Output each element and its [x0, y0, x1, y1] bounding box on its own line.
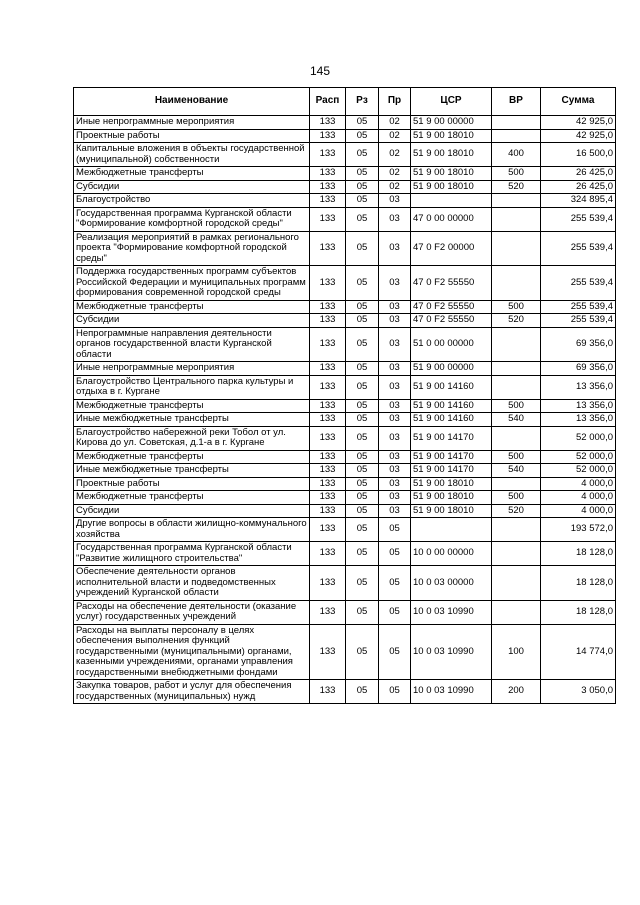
cell-sum: 52 000,0 — [541, 450, 616, 464]
cell-pr: 05 — [379, 680, 411, 704]
cell-sum: 324 895,4 — [541, 194, 616, 208]
cell-name: Иные непрограммные мероприятия — [74, 116, 310, 130]
cell-pr: 03 — [379, 207, 411, 231]
table-body — [74, 116, 616, 704]
cell-name: Межбюджетные трансферты — [74, 491, 310, 505]
cell-pr: 03 — [379, 399, 411, 413]
cell-sum: 16 500,0 — [541, 143, 616, 167]
cell-sum: 4 000,0 — [541, 477, 616, 491]
table-row — [74, 624, 616, 680]
table-row — [74, 464, 616, 478]
cell-sum: 69 356,0 — [541, 362, 616, 376]
cell-rasp: 133 — [310, 266, 346, 301]
cell-rz: 05 — [346, 624, 379, 680]
cell-rz: 05 — [346, 314, 379, 328]
cell-csr: 51 9 00 00000 — [411, 362, 492, 376]
table-row — [74, 116, 616, 130]
cell-rasp: 133 — [310, 116, 346, 130]
cell-vr — [492, 266, 541, 301]
budget-table — [73, 87, 616, 704]
cell-sum: 255 539,4 — [541, 314, 616, 328]
cell-name: Поддержка государственных программ субъектов Российской Федерации и муниципальных программ формирования современной городской среды — [74, 266, 310, 301]
cell-sum: 52 000,0 — [541, 464, 616, 478]
cell-sum: 42 925,0 — [541, 116, 616, 130]
cell-sum: 13 356,0 — [541, 399, 616, 413]
cell-sum: 3 050,0 — [541, 680, 616, 704]
cell-vr: 500 — [492, 399, 541, 413]
cell-rasp: 133 — [310, 450, 346, 464]
cell-name: Расходы на выплаты персоналу в целях обеспечения выполнения функций государственными (муниципальными) органами, казенными учреждениями, органами управления государственными внебюджетными фондами — [74, 624, 310, 680]
cell-vr: 520 — [492, 504, 541, 518]
cell-rasp: 133 — [310, 375, 346, 399]
cell-pr: 03 — [379, 194, 411, 208]
cell-pr: 05 — [379, 624, 411, 680]
cell-sum: 13 356,0 — [541, 413, 616, 427]
cell-vr: 400 — [492, 143, 541, 167]
cell-rz: 05 — [346, 450, 379, 464]
cell-rasp: 133 — [310, 207, 346, 231]
cell-csr: 47 0 F2 00000 — [411, 231, 492, 266]
cell-vr — [492, 518, 541, 542]
cell-rasp: 133 — [310, 194, 346, 208]
cell-name: Благоустройство набережной реки Тобол от ул. Кирова до ул. Советская, д.1-а в г. Кургане — [74, 426, 310, 450]
header-rz: Рз — [346, 88, 379, 116]
cell-vr — [492, 231, 541, 266]
cell-pr: 02 — [379, 129, 411, 143]
cell-sum: 26 425,0 — [541, 180, 616, 194]
cell-name: Благоустройство — [74, 194, 310, 208]
cell-pr: 03 — [379, 464, 411, 478]
cell-csr: 51 9 00 00000 — [411, 116, 492, 130]
cell-rasp: 133 — [310, 143, 346, 167]
cell-sum: 69 356,0 — [541, 327, 616, 362]
table-row — [74, 266, 616, 301]
cell-csr: 10 0 00 00000 — [411, 542, 492, 566]
cell-rasp: 133 — [310, 413, 346, 427]
cell-vr — [492, 566, 541, 601]
table-row — [74, 399, 616, 413]
cell-vr — [492, 327, 541, 362]
table-row — [74, 327, 616, 362]
table-row — [74, 194, 616, 208]
cell-rz: 05 — [346, 566, 379, 601]
cell-csr: 51 9 00 18010 — [411, 180, 492, 194]
cell-sum: 18 128,0 — [541, 542, 616, 566]
cell-vr — [492, 194, 541, 208]
header-sum: Сумма — [541, 88, 616, 116]
cell-rz: 05 — [346, 362, 379, 376]
table-row — [74, 143, 616, 167]
cell-rasp: 133 — [310, 464, 346, 478]
cell-csr: 10 0 03 10990 — [411, 624, 492, 680]
cell-vr — [492, 600, 541, 624]
cell-pr: 03 — [379, 362, 411, 376]
cell-rz: 05 — [346, 600, 379, 624]
cell-csr: 51 0 00 00000 — [411, 327, 492, 362]
header-pr: Пр — [379, 88, 411, 116]
cell-rz: 05 — [346, 542, 379, 566]
cell-pr: 05 — [379, 518, 411, 542]
cell-rasp: 133 — [310, 362, 346, 376]
cell-rasp: 133 — [310, 566, 346, 601]
cell-vr — [492, 116, 541, 130]
cell-rasp: 133 — [310, 477, 346, 491]
cell-pr: 03 — [379, 266, 411, 301]
cell-name: Проектные работы — [74, 129, 310, 143]
cell-rz: 05 — [346, 207, 379, 231]
cell-sum: 13 356,0 — [541, 375, 616, 399]
table-row — [74, 518, 616, 542]
cell-sum: 255 539,4 — [541, 300, 616, 314]
cell-sum: 14 774,0 — [541, 624, 616, 680]
cell-pr: 03 — [379, 375, 411, 399]
cell-csr: 10 0 03 10990 — [411, 600, 492, 624]
cell-vr: 540 — [492, 413, 541, 427]
cell-rz: 05 — [346, 300, 379, 314]
cell-name: Межбюджетные трансферты — [74, 450, 310, 464]
cell-rasp: 133 — [310, 399, 346, 413]
cell-pr: 05 — [379, 542, 411, 566]
cell-csr: 51 9 00 18010 — [411, 491, 492, 505]
cell-rz: 05 — [346, 327, 379, 362]
cell-pr: 05 — [379, 566, 411, 601]
cell-name: Государственная программа Курганской области "Развитие жилищного строительства" — [74, 542, 310, 566]
cell-name: Межбюджетные трансферты — [74, 167, 310, 181]
cell-csr — [411, 518, 492, 542]
cell-rz: 05 — [346, 194, 379, 208]
table-row — [74, 207, 616, 231]
cell-name: Субсидии — [74, 180, 310, 194]
cell-csr: 47 0 00 00000 — [411, 207, 492, 231]
cell-rz: 05 — [346, 413, 379, 427]
table-row — [74, 362, 616, 376]
table-row — [74, 180, 616, 194]
cell-vr: 540 — [492, 464, 541, 478]
cell-vr — [492, 426, 541, 450]
cell-sum: 18 128,0 — [541, 600, 616, 624]
cell-name: Субсидии — [74, 504, 310, 518]
cell-pr: 02 — [379, 143, 411, 167]
cell-sum: 4 000,0 — [541, 491, 616, 505]
table-row — [74, 450, 616, 464]
cell-pr: 02 — [379, 167, 411, 181]
table-row — [74, 491, 616, 505]
cell-vr: 500 — [492, 167, 541, 181]
table-row — [74, 314, 616, 328]
cell-name: Реализация мероприятий в рамках регионального проекта "Формирование комфортной городской среды" — [74, 231, 310, 266]
cell-rasp: 133 — [310, 180, 346, 194]
cell-name: Государственная программа Курганской области "Формирование комфортной городской среды" — [74, 207, 310, 231]
cell-rz: 05 — [346, 129, 379, 143]
cell-rz: 05 — [346, 464, 379, 478]
cell-rz: 05 — [346, 116, 379, 130]
cell-sum: 255 539,4 — [541, 207, 616, 231]
cell-vr: 500 — [492, 491, 541, 505]
table-row — [74, 300, 616, 314]
cell-rasp: 133 — [310, 491, 346, 505]
cell-csr: 51 9 00 14160 — [411, 399, 492, 413]
cell-vr: 520 — [492, 314, 541, 328]
cell-sum: 193 572,0 — [541, 518, 616, 542]
cell-rasp: 133 — [310, 624, 346, 680]
table-row — [74, 129, 616, 143]
cell-vr: 500 — [492, 300, 541, 314]
cell-name: Иные межбюджетные трансферты — [74, 413, 310, 427]
cell-csr: 47 0 F2 55550 — [411, 314, 492, 328]
cell-name: Расходы на обеспечение деятельности (оказание услуг) государственных учреждений — [74, 600, 310, 624]
cell-vr: 500 — [492, 450, 541, 464]
cell-name: Капитальные вложения в объекты государственной (муниципальной) собственности — [74, 143, 310, 167]
cell-rasp: 133 — [310, 504, 346, 518]
cell-name: Иные непрограммные мероприятия — [74, 362, 310, 376]
table-row — [74, 413, 616, 427]
cell-vr — [492, 477, 541, 491]
page-number: 145 — [309, 64, 331, 78]
table-row — [74, 426, 616, 450]
header-vr: ВР — [492, 88, 541, 116]
cell-rz: 05 — [346, 426, 379, 450]
cell-rz: 05 — [346, 477, 379, 491]
table-row — [74, 167, 616, 181]
cell-vr — [492, 542, 541, 566]
cell-rz: 05 — [346, 167, 379, 181]
cell-sum: 255 539,4 — [541, 231, 616, 266]
cell-sum: 52 000,0 — [541, 426, 616, 450]
cell-vr — [492, 362, 541, 376]
cell-pr: 03 — [379, 450, 411, 464]
cell-rasp: 133 — [310, 426, 346, 450]
cell-rz: 05 — [346, 518, 379, 542]
cell-csr: 51 9 00 18010 — [411, 477, 492, 491]
cell-name: Закупка товаров, работ и услуг для обеспечения государственных (муниципальных) нужд — [74, 680, 310, 704]
cell-csr: 47 0 F2 55550 — [411, 266, 492, 301]
cell-csr: 51 9 00 18010 — [411, 504, 492, 518]
table-row — [74, 504, 616, 518]
cell-vr — [492, 375, 541, 399]
cell-pr: 03 — [379, 231, 411, 266]
cell-sum: 18 128,0 — [541, 566, 616, 601]
cell-rasp: 133 — [310, 129, 346, 143]
cell-rasp: 133 — [310, 327, 346, 362]
cell-csr — [411, 194, 492, 208]
cell-csr: 51 9 00 14160 — [411, 413, 492, 427]
cell-rz: 05 — [346, 504, 379, 518]
cell-name: Субсидии — [74, 314, 310, 328]
cell-csr: 47 0 F2 55550 — [411, 300, 492, 314]
cell-rz: 05 — [346, 375, 379, 399]
cell-vr: 520 — [492, 180, 541, 194]
cell-name: Иные межбюджетные трансферты — [74, 464, 310, 478]
cell-csr: 51 9 00 14170 — [411, 464, 492, 478]
cell-sum: 26 425,0 — [541, 167, 616, 181]
header-rasp: Расп — [310, 88, 346, 116]
table-row — [74, 477, 616, 491]
cell-rasp: 133 — [310, 518, 346, 542]
cell-csr: 51 9 00 14170 — [411, 450, 492, 464]
cell-rz: 05 — [346, 399, 379, 413]
cell-rasp: 133 — [310, 680, 346, 704]
table-row — [74, 375, 616, 399]
cell-pr: 03 — [379, 327, 411, 362]
cell-name: Другие вопросы в области жилищно-коммунального хозяйства — [74, 518, 310, 542]
cell-pr: 05 — [379, 600, 411, 624]
cell-csr: 51 9 00 14160 — [411, 375, 492, 399]
header-csr: ЦСР — [411, 88, 492, 116]
cell-name: Обеспечение деятельности органов исполнительной власти и подведомственных учреждений Курганской области — [74, 566, 310, 601]
cell-rz: 05 — [346, 491, 379, 505]
cell-rasp: 133 — [310, 600, 346, 624]
cell-sum: 255 539,4 — [541, 266, 616, 301]
cell-rasp: 133 — [310, 542, 346, 566]
cell-rz: 05 — [346, 231, 379, 266]
table-header-row — [74, 88, 616, 116]
cell-rasp: 133 — [310, 167, 346, 181]
cell-csr: 51 9 00 14170 — [411, 426, 492, 450]
cell-pr: 03 — [379, 504, 411, 518]
table-row — [74, 566, 616, 601]
cell-name: Межбюджетные трансферты — [74, 300, 310, 314]
cell-pr: 03 — [379, 426, 411, 450]
cell-csr: 51 9 00 18010 — [411, 167, 492, 181]
cell-name: Непрограммные направления деятельности органов государственной власти Курганской области — [74, 327, 310, 362]
cell-name: Благоустройство Центрального парка культуры и отдыха в г. Кургане — [74, 375, 310, 399]
cell-rz: 05 — [346, 180, 379, 194]
header-name: Наименование — [74, 88, 310, 116]
cell-pr: 03 — [379, 314, 411, 328]
cell-vr — [492, 207, 541, 231]
cell-rz: 05 — [346, 680, 379, 704]
cell-name: Проектные работы — [74, 477, 310, 491]
table-row — [74, 680, 616, 704]
cell-vr: 100 — [492, 624, 541, 680]
table-row — [74, 231, 616, 266]
cell-pr: 03 — [379, 477, 411, 491]
cell-csr: 10 0 03 10990 — [411, 680, 492, 704]
cell-pr: 03 — [379, 413, 411, 427]
cell-pr: 03 — [379, 491, 411, 505]
cell-pr: 03 — [379, 300, 411, 314]
cell-pr: 02 — [379, 180, 411, 194]
table-row — [74, 600, 616, 624]
cell-rasp: 133 — [310, 300, 346, 314]
cell-sum: 4 000,0 — [541, 504, 616, 518]
cell-rasp: 133 — [310, 314, 346, 328]
cell-rz: 05 — [346, 143, 379, 167]
cell-vr: 200 — [492, 680, 541, 704]
table-row — [74, 542, 616, 566]
cell-rasp: 133 — [310, 231, 346, 266]
cell-csr: 51 9 00 18010 — [411, 129, 492, 143]
cell-name: Межбюджетные трансферты — [74, 399, 310, 413]
cell-pr: 02 — [379, 116, 411, 130]
cell-csr: 51 9 00 18010 — [411, 143, 492, 167]
cell-rz: 05 — [346, 266, 379, 301]
cell-sum: 42 925,0 — [541, 129, 616, 143]
cell-vr — [492, 129, 541, 143]
cell-csr: 10 0 03 00000 — [411, 566, 492, 601]
